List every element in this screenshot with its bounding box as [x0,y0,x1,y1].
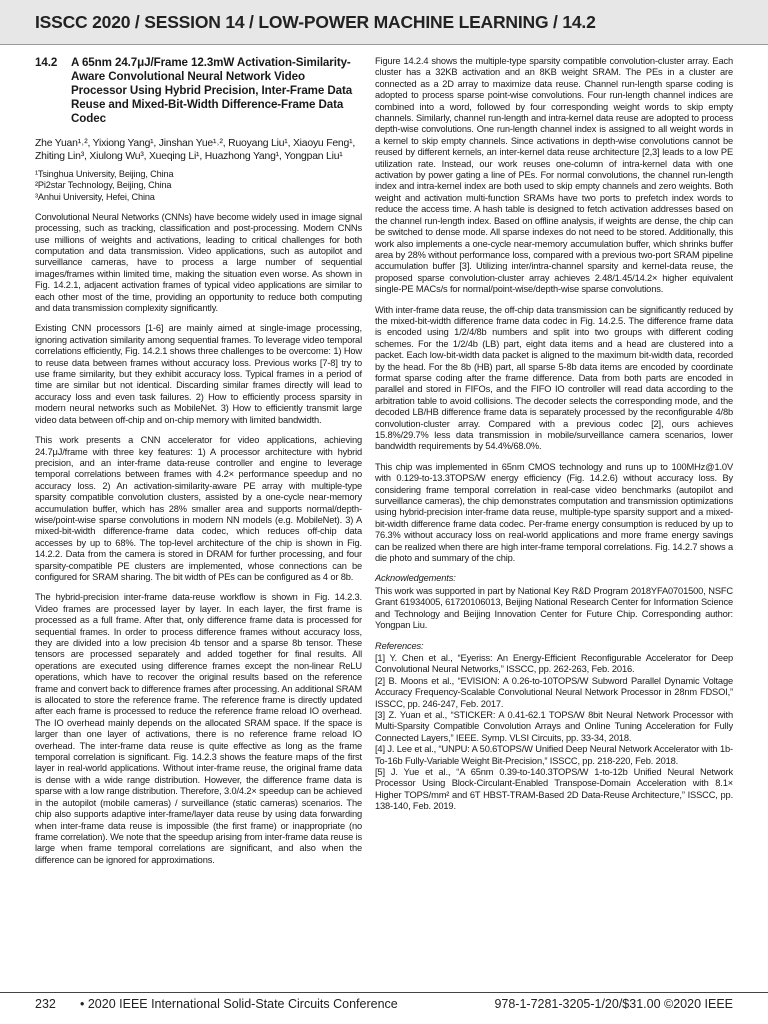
reference-4: [4] J. Lee et al., “UNPU: A 50.6TOPS/W Unified Deep Neural Network Accelerator with 1b-To-16b Fully-Variable Weight Bit-Precision,” ISSCC, pp. 218-220, Feb. 2018. [375,744,733,766]
conference-name: • 2020 IEEE International Solid-State Circuits Conference [80,997,398,1011]
header-title: ISSCC 2020 / SESSION 14 / LOW-POWER MACHINE LEARNING / 14.2 [35,12,596,32]
reference-3: [3] Z. Yuan et al., “STICKER: A 0.41-62.1 TOPS/W 8bit Neural Network Processor with Multi-Sparsity Compatible Convolution Arrays and Online Tuning Acceleration for Fully Connected Layers,” IEEE. Symp. VLSI Circuits, pp. 33-34, 2018. [375,709,733,743]
paragraph-intro: Convolutional Neural Networks (CNNs) have become widely used in image signal processing, such as tracking, classification and post-processing. Modern CNNs use millions of weights and activations, leading to critical challenges for both computation and data transmission. Video applications, such as autopilot and surveillance cameras, have to process a large number of sequential images/frames within limited time, making the situation even worse. As shown in Fig. 14.2.1, adjacent activation frames of typical video applications are similar to each other most of the time, providing an opportunity to reduce both computing and data transmission complexity significantly. [35,211,362,314]
paragraph-implementation: This chip was implemented in 65nm CMOS technology and runs up to 100MHz@1.0V with 0.129-to-13.3TOPS/W energy efficiency (Fig. 14.2.6) without accuracy loss. By considering frame temporal correlation in real-case video benchmarks (autopilot and surveillance cameras), the chip demonstrates computation and transmission optimizations using hybrid-precision inter-frame data reuse, multiple-type sparsity support and a mixed-bit-width difference frame data codec. Per-frame energy consumption is reduced by up to 76.3% without accuracy loss on real-world applications and more frame energy savings can be realized when there are high inter-frame temporal correlations. Fig. 14.2.7 shows a die photo and summary of the chip. [375,461,733,564]
paragraph-codec: With inter-frame data reuse, the off-chip data transmission can be significantly reduced by the mixed-bit-width difference frame data codec in Fig. 14.2.5. The difference frame data is encoded using 1/2/4/8b numbers and split into two groups with different coding schemes. For the 1/2/4b (LB) part, eight data items and a head are clustered into a packet. Each low-bit-width data packet is aligned to the maximum bit-width data, recorded by the head. For the 8b (HB) part, all sparse 5-8b data items are encoded by coordinate format sparse coding after the frame difference. Data from both parts are encoded in parallel and stored in FIFOs, and the FIFO IO controller will read data according to the arbitration table to avoid collisions. The decoder selects the corresponding mode, and the decoded LB/HB difference frame data is separately processed by the reconfigurable 4/8b convolution-cluster array. Compared with a previous codec [2], ours achieves 15.8%/29.7% less data transmission in mobile/surveillance camera scenarios, lower bandwidth requirements by 54.4%/68.0%. [375,304,733,452]
affiliation-3: ³Anhui University, Hefei, China [35,191,155,202]
acknowledgements-heading: Acknowledgements: [375,573,456,584]
reference-5: [5] J. Yue et al., “A 65nm 0.39-to-140.3TOPS/W 1-to-12b Unified Neural Network Processor Using Block-Circulant-Enabled Transpose-Domain Acceleration with 8.1× Higher TOPS/mm² and 6T HBST-TRAM-Based 2D Data-Reuse Architecture,” ISSCC, pp. 138-140, Feb. 2019. [375,766,733,812]
copyright: 978-1-7281-3205-1/20/$31.00 ©2020 IEEE [494,997,733,1011]
affiliation-1: ¹Tsinghua University, Beijing, China [35,169,174,180]
paragraph-workflow: The hybrid-precision inter-frame data-reuse workflow is shown in Fig. 14.2.3. Video frames are processed layer by layer. In each layer, the first frame is processed as a full frame. After that, only difference frame data is processed for sequential frames. In order to process difference frames without accuracy loss, they are divided into a low precision 4b tensor and a sparse 8b tensor. These tensors are processed separately and added together for final results. All operations are executed using difference frames except the non-linear ReLU operations, which have to recover the original results based on the reference frame and convert back to difference frames after processing. An additional SRAM is allocated to store the reference frame. The reference frame is directly updated after each frame is processed to reduce the reference frame reload IO overhead. The IO overhead mainly depends on the allocated SRAM space. If the space is larger than one layer of activations, there is no reference frame reload IO overhead. The inter-frame data reuse is quite effective as long as the frame temporal correlation is significant. Fig. 14.2.3 shows the feature maps of the first layer in real-world applications. Without inter-frame reuse, the original frame data is dense with a wide range distribution. However, the difference frame data is sparse with a low range distribution. Therefore, 3.0/4.2× speedup can be achieved in the autopilot (mobile cameras) / surveillance (static cameras) scenarios. The chip also supports adaptive inter-frame/layer data reuse by using data forwarding when inter-frame data reuse is impossible (the first frame) or inappropriate (no frame correlation). We note that the speedup arising from inter-frame data reuse is large when frame temporal correlations are significant, and also when the difference can be ignored for approximations. [35,592,362,865]
right-column [375,56,733,813]
left-column [35,56,362,875]
page-number: 232 [35,997,56,1011]
reference-1: [1] Y. Chen et al., “Eyeriss: An Energy-Efficient Reconfigurable Accelerator for Deep Convolutional Neural Networks,” ISSCC, pp. 262-263, Feb. 2016. [375,652,733,675]
references-heading: References: [375,640,424,651]
authors-line-2: Zhiting Lin³, Xiulong Wu³, Xueqing Li¹, Huazhong Yang¹, Yongpan Liu¹ [35,150,343,162]
acknowledgements-text: This work was supported in part by National Key R&D Program 2018YFA0701500, NSFC Grant 61934005, 61720106013, Beijing National Research Center for Information Science and Technology and Beijing Innovation Center for Future Chip. Corresponding author: Yongpan Liu. [375,585,733,631]
reference-2: [2] B. Moons et al., “EVISION: A 0.26-to-10TOPS/W Subword Parallel Dynamic Voltage Accuracy Frequency-Scalable Convolutional Neural Network Processor in 28nm FDSOI,” ISSCC, pp. 246-247, Feb. 2017. [375,675,733,709]
paper-title-block [35,56,362,126]
paper-title: A 65nm 24.7μJ/Frame 12.3mW Activation-Similarity-Aware Convolutional Neural Network Video Processor Using Hybrid Precision, Inter-Frame Data Reuse and Mixed-Bit-Width Difference-Frame Data Codec [71,56,353,125]
page-header [0,0,768,45]
paragraph-features: This work presents a CNN accelerator for video applications, achieving 24.7μJ/frame with three key features: 1) A processor architecture with hybrid precision, and an inter-frame data-reuse controller and engine to leverage temporal correlations between frames with 4.2× performance speedup and no accuracy loss. 2) An activation-similarity-aware PE array with multiple-type sparsity compatible convolution clusters, assisted by a one-cycle near-memory accumulation buffer, which has 28% smaller area and supports normal/depth-wise/point-wise sparse convolutions in modern NN models (e.g. MobileNet). 3) A mixed-bit-width difference-frame data codec, which reduces off-chip data accesses by up to 68%. The top-level architecture of the chip is shown in Fig. 14.2.2. Data from the camera is stored in DRAM for further processing, and four sparsity-compatible PE clusters are implemented, whose connections can be configured for SRAM sharing. The bit width of PEs can be configured as 4 or 8b. [35,435,362,582]
paragraph-challenges: Existing CNN processors [1-6] are mainly aimed at single-image processing, ignoring activation similarity among sequential frames. To leverage video temporal correlations efficiently, Fig. 14.2.1 shows three challenges to be overcome: 1) How to reuse data between frames without accuracy loss. Previous works [7-8] try to use frame similarity, but they exhibit accuracy loss. Typical frames in a period of time are similar but not identical. Discarding similar frames directly will lead to accuracy loss and even task failures. 2) How to efficiently process sparsity in modern neural networks such as MobileNet. 3) How to efficiently transmit large video data between off-chip and on-chip memory with limited bandwidth. [35,323,362,425]
paragraph-sparsity: Figure 14.2.4 shows the multiple-type sparsity compatible convolution-cluster array. Each cluster has a 32KB activation and an 8KB weight SRAM. The PEs in a cluster are connected as a 2D array to maximize data reuse. Channel run-length sparse coding is adopted to process sparse point-wise convolutions. Four run-length channel indices are combined into a word, followed by four corresponding weight words to skip empty channels. Similarly, channel run-length and intra-kernel data reuse are adopted to process depth-wise convolutions. One run-length channel index is assigned to all weight words in a kernel to skip empty channels. Since activations in depth-wise convolutions cannot be reused by different kernels, an inter-kernel data reuse architecture [2,3] leads to a low PE utilization rate. Instead, our work reuses one-column of intra-kernel data with one activation by power gating a line of PEs. For normal convolutions, the channel run-length index and intra-kernel index are both used to skip empty channels and zero weights. Both weight and activation multi-function SRAMs have two ports to prefetch index words to reduce the access time. A hash table is designed to fetch activation addresses based on the channel run-length index. Based on offline analysis, if weights are dense, the chip can be switched to dense mode. All sparse indexes do not need to be stored. Additionally, this work also implements a one-cycle near-memory accumulation buffer, which shrinks buffer area by 28% without performance loss, compared with a previous two-port SRAM pipeline accumulation buffer [3]. Utilizing inter/intra-channel sparsity and kernel-data reuse, the proposed sparse convolution-cluster array achieves 2.48/1.45/14.2× higher equivalent single-PE MACs/s for normal/point-wise/depth-wise sparse convolutions. [375,56,733,295]
affiliations [35,169,362,203]
authors [35,138,362,163]
affiliation-2: ²Pi2star Technology, Beijing, China [35,180,172,191]
paper-number: 14.2 [35,56,58,69]
authors-line-1: Zhe Yuan¹˒², Yixiong Yang¹, Jinshan Yue¹˒², Ruoyang Liu¹, Xiaoyu Feng¹, [35,138,356,149]
footer-divider [0,992,768,993]
